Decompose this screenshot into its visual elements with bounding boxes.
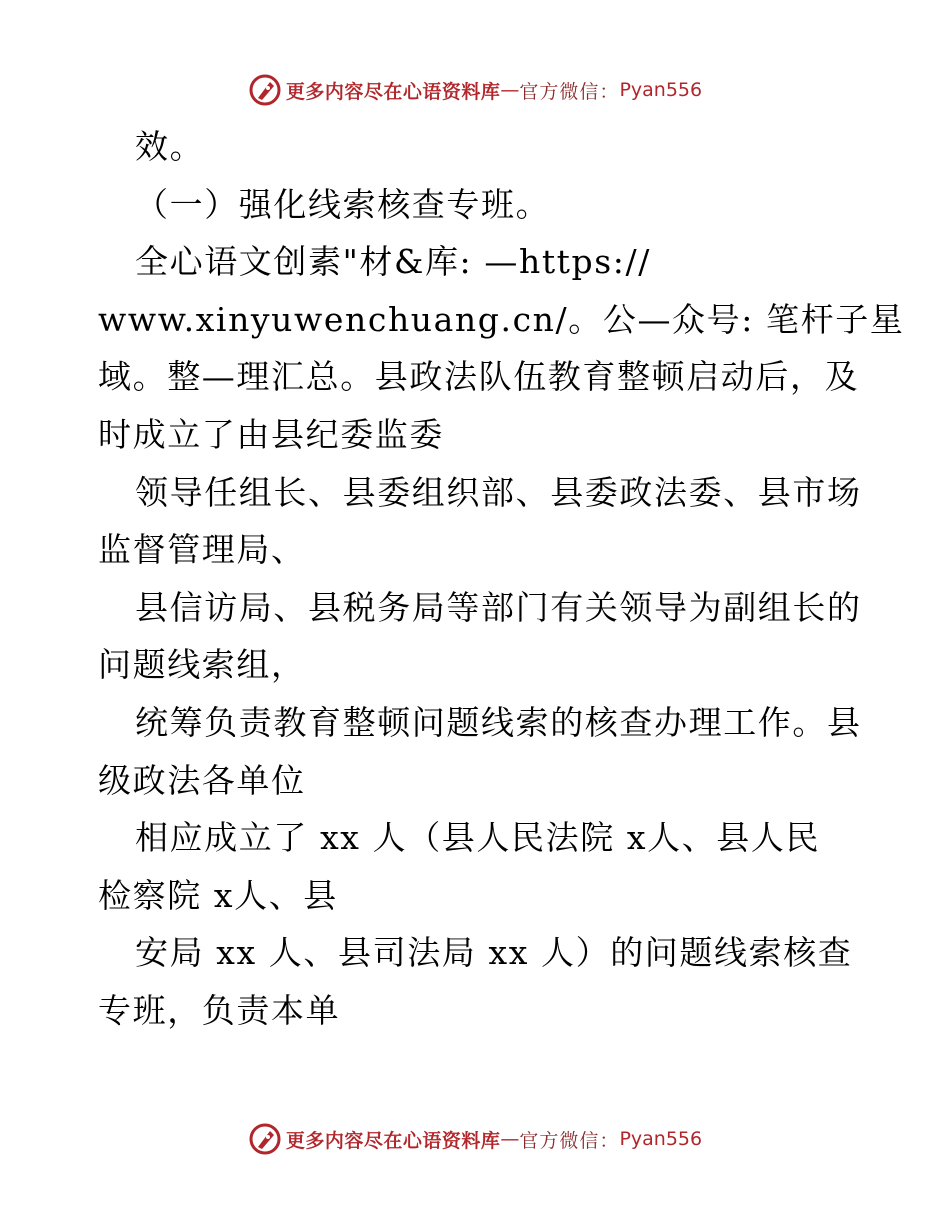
watermark-wechat-id: Pyan556 <box>619 79 703 101</box>
pen-nib-circle-icon <box>248 1122 282 1156</box>
body-text-line: 相应成立了 xx 人（县人民法院 x人、县人民 <box>135 818 821 858</box>
header-watermark <box>0 70 950 110</box>
body-text-line: （一）强化线索核查专班。 <box>135 184 551 224</box>
body-text-line: 效。 <box>135 127 205 166</box>
body-text-line: 级政法各单位 <box>98 760 306 800</box>
body-text-line: 问题线索组， <box>98 645 306 685</box>
body-text-line: 全心语文创素"材&库: —https:// <box>135 242 651 282</box>
body-text-line: 域。整—理汇总。县政法队伍教育整顿启动后，及 <box>98 357 860 397</box>
body-text-line: 领导任组长、县委组织部、县委政法委、县市场 <box>135 472 862 512</box>
body-text-line: 专班，负责本单 <box>98 990 341 1030</box>
watermark-separator: — <box>500 1128 520 1150</box>
watermark-separator: — <box>500 79 520 101</box>
watermark-main-text: 更多内容尽在心语资料库 <box>285 80 501 103</box>
watermark-sub-text: 官方微信： <box>519 1129 620 1152</box>
body-text-line: 监督管理局、 <box>98 530 306 570</box>
body-text-line: www.xinyuwenchuang.cn/。公—众号: 笔杆子星 <box>98 299 905 339</box>
body-text-line: 统筹负责教育整顿问题线索的核查办理工作。县 <box>135 702 862 742</box>
pen-nib-circle-icon <box>248 73 282 107</box>
body-text-line: 检察院 x人、县 <box>98 875 338 915</box>
body-text-line: 时成立了由县纪委监委 <box>98 414 444 454</box>
watermark-wechat-id: Pyan556 <box>619 1128 703 1150</box>
footer-watermark <box>0 1119 950 1159</box>
watermark-main-text: 更多内容尽在心语资料库 <box>285 1129 501 1152</box>
body-text-line: 县信访局、县税务局等部门有关领导为副组长的 <box>135 587 862 627</box>
watermark-sub-text: 官方微信： <box>519 80 620 103</box>
body-text-line: 安局 xx 人、县司法局 xx 人）的问题线索核查 <box>135 933 853 973</box>
document-body <box>98 118 905 1040</box>
